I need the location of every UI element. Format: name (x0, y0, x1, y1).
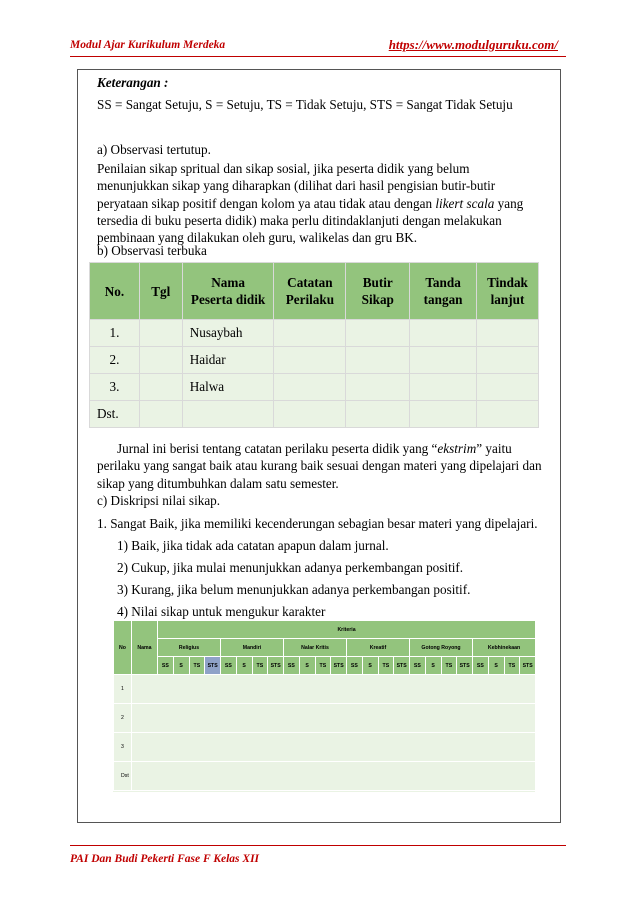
table-row (90, 401, 539, 428)
jurnal-italic: ekstrim (437, 441, 477, 456)
section-c-sub-3: 3) Kurang, jika belum menunjukkan adanya perkembangan positif. (117, 582, 471, 597)
jurnal-text-1: Jurnal ini berisi tentang catatan perilaku peserta didik yang “ (117, 441, 438, 456)
scale-ss: SS (473, 657, 489, 675)
header-nama: Nama (132, 621, 158, 675)
kriteria-row (114, 621, 536, 639)
scale-ts: TS (189, 657, 205, 675)
scale-row (114, 657, 536, 675)
cell (274, 401, 346, 428)
scale-ss: SS (221, 657, 237, 675)
scale-s: S (362, 657, 378, 675)
header-kriteria: Kriteria (158, 621, 536, 639)
row-name: Haidar (182, 347, 274, 374)
header-url-link[interactable]: https://www.modulguruku.com/ (388, 37, 558, 52)
cell (477, 374, 539, 401)
group-mandiri: Mandiri (221, 639, 284, 657)
header-butir: Butir Sikap (346, 263, 410, 320)
cell (346, 347, 410, 374)
section-c-sub-1: 1) Baik, jika tidak ada catatan apapun dalam jurnal. (117, 538, 389, 553)
row-name: Halwa (182, 374, 274, 401)
cell (410, 347, 477, 374)
jurnal-paragraph (97, 440, 543, 492)
section-b-heading: b) Observasi terbuka (97, 243, 207, 258)
karakter-table (113, 620, 536, 791)
cell (410, 401, 477, 428)
section-c-sub-4: 4) Nilai sikap untuk mengukur karakter (117, 604, 326, 619)
cell (346, 320, 410, 347)
header-nama: Nama Peserta didik (182, 263, 274, 320)
cell (139, 374, 182, 401)
group-nalar-kritis: Nalar Kritis (284, 639, 347, 657)
table-row (90, 374, 539, 401)
scale-sts: STS (394, 657, 410, 675)
cell (477, 401, 539, 428)
observation-table (89, 262, 539, 428)
row-cells (132, 704, 536, 733)
row-cells (132, 675, 536, 704)
cell (477, 320, 539, 347)
footer-text: PAI Dan Budi Pekerti Fase F Kelas XII (70, 853, 260, 865)
scale-sts: STS (520, 657, 536, 675)
karakter-table-wrapper (113, 620, 535, 792)
section-a-italic: likert scala (435, 195, 495, 211)
group-religius: Religius (158, 639, 221, 657)
scale-sts: STS (268, 657, 284, 675)
section-a-paragraph (97, 160, 543, 246)
cell (139, 401, 182, 428)
cell (477, 347, 539, 374)
section-c-heading: c) Diskripsi nilai sikap. (97, 493, 221, 508)
row-no: 2 (114, 704, 132, 733)
section-c-sub-2: 2) Cukup, jika mulai menunjukkan adanya perkembangan positif. (117, 560, 464, 575)
row-no: 3. (90, 374, 140, 401)
scale-sts: STS (205, 657, 221, 675)
scale-sts: STS (457, 657, 473, 675)
scale-ss: SS (284, 657, 300, 675)
row-cells (132, 762, 536, 791)
observation-header-row (90, 263, 539, 320)
section-a-heading: a) Observasi tertutup. (97, 142, 211, 157)
cell (139, 320, 182, 347)
scale-ss: SS (158, 657, 174, 675)
cell (346, 401, 410, 428)
header-no: No. (90, 263, 140, 320)
footer-divider (70, 845, 566, 846)
row-no: 2. (90, 347, 140, 374)
row-no: 1. (90, 320, 140, 347)
scale-ss: SS (347, 657, 363, 675)
cell (274, 347, 346, 374)
header-tanda: Tanda tangan (410, 263, 477, 320)
table-row (114, 733, 536, 762)
section-a-text-2: yang tersedia di buku peserta didik) maka perlu ditindaklanjuti dengan melakukan pembinaan yang dilakukan oleh guru, walikelas dan gru BK. (97, 195, 524, 246)
cell (139, 347, 182, 374)
cell (274, 374, 346, 401)
table-row (114, 675, 536, 704)
scale-ts: TS (315, 657, 331, 675)
keterangan-text: SS = Sangat Setuju, S = Setuju, TS = Tidak Setuju, STS = Sangat Tidak Setuju (97, 97, 513, 112)
header-tgl: Tgl (139, 263, 182, 320)
group-kebhinekaan: Kebhinekaan (473, 639, 536, 657)
scale-ts: TS (252, 657, 268, 675)
group-gotong-royong: Gotong Royong (410, 639, 473, 657)
scale-ts: TS (378, 657, 394, 675)
row-cells (132, 733, 536, 762)
header-tindak: Tindak lanjut (477, 263, 539, 320)
scale-s: S (299, 657, 315, 675)
scale-s: S (236, 657, 252, 675)
cell (346, 374, 410, 401)
row-no: 3 (114, 733, 132, 762)
scale-sts: STS (331, 657, 347, 675)
header-divider (70, 56, 566, 57)
section-c-item-1: 1. Sangat Baik, jika memiliki kecenderungan sebagian besar materi yang dipelajari. (97, 516, 538, 531)
table-row (90, 320, 539, 347)
row-no: 1 (114, 675, 132, 704)
scale-s: S (488, 657, 504, 675)
header-no: No (114, 621, 132, 675)
header-catatan: Catatan Perilaku (274, 263, 346, 320)
scale-ts: TS (441, 657, 457, 675)
scale-ts: TS (504, 657, 520, 675)
row-no: Dst. (90, 401, 140, 428)
cell (410, 320, 477, 347)
row-name: Nusaybah (182, 320, 274, 347)
jurnal-text-2: ” yaitu perilaku yang sangat baik atau kurang baik sesuai dengan materi yang dipelajari dan sikap yang ditumbuhkan dalam satu semester. (97, 441, 542, 491)
scale-s: S (425, 657, 441, 675)
scale-ss: SS (410, 657, 426, 675)
keterangan-title: Keterangan : (97, 75, 169, 90)
group-kreatif: Kreatif (347, 639, 410, 657)
row-name (182, 401, 274, 428)
table-row (90, 347, 539, 374)
scale-s: S (173, 657, 189, 675)
cell (410, 374, 477, 401)
table-row (114, 704, 536, 733)
row-no: Dst (114, 762, 132, 791)
section-a-text-1: Penilaian sikap spritual dan sikap sosial, jika peserta didik yang belum menunjukkan sikap yang diharapkan (dilihat dari hasil pengisian butir-butir peryataan sikap positif dengan kolom ya atau tidak atau dengan (97, 161, 496, 211)
groups-row (114, 639, 536, 657)
cell (274, 320, 346, 347)
header-title: Modul Ajar Kurikulum Merdeka (70, 39, 226, 51)
table-row (114, 762, 536, 791)
